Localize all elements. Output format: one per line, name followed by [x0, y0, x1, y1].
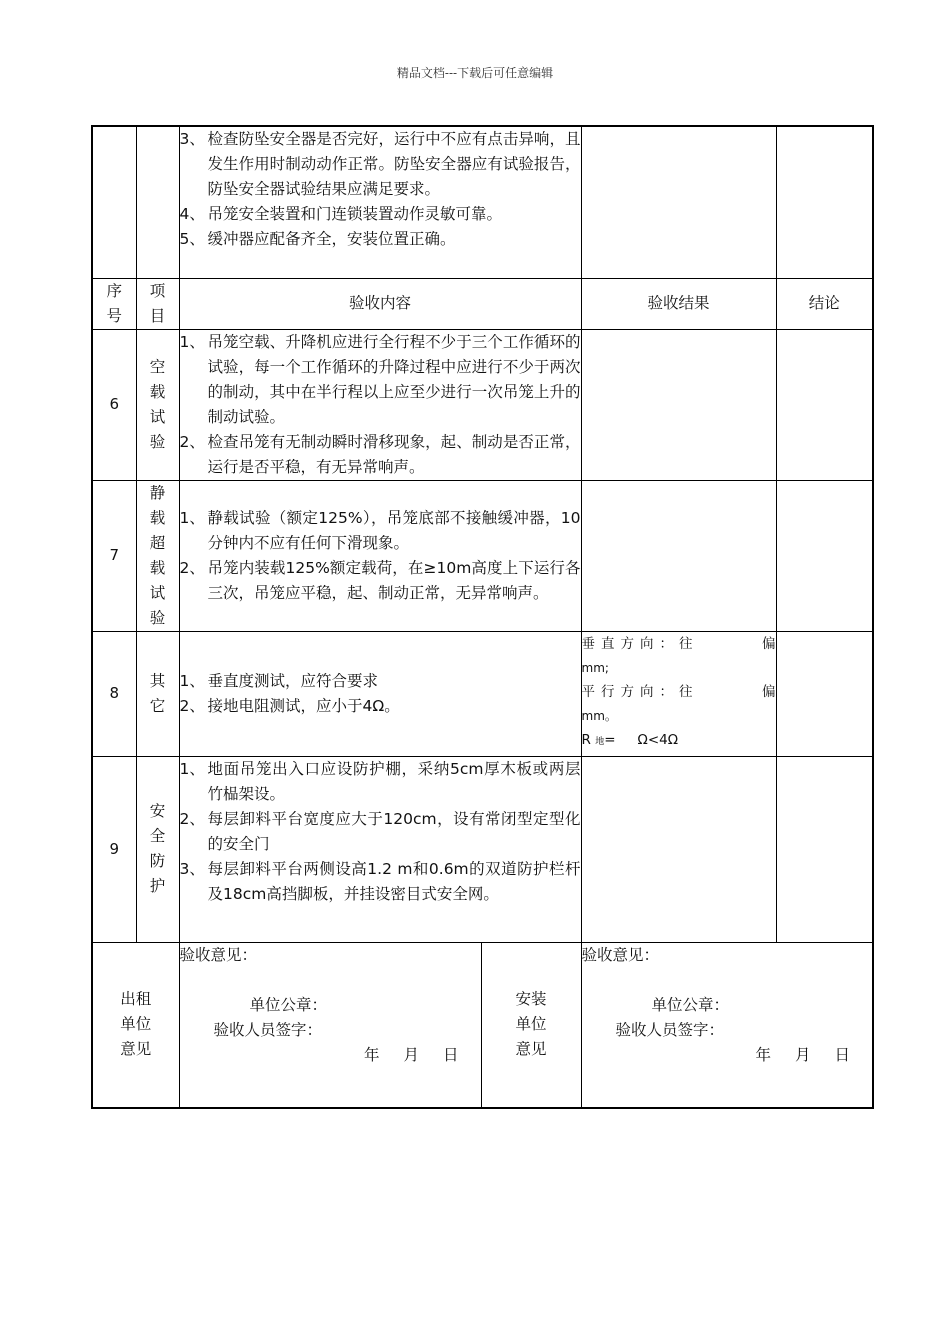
result-cell — [581, 329, 776, 480]
result-cell — [581, 480, 776, 631]
conclusion-cell — [776, 329, 873, 480]
header-seq: 序 号 — [92, 278, 136, 329]
content-cell — [179, 126, 581, 278]
opinion-label: 验收意见： — [179, 945, 258, 964]
list-item: 4、 吊笼安全装置和门连锁装置动作灵敏可靠。 — [179, 205, 503, 223]
list-item: 2、 每层卸料平台宽度应大于120cm，设有常闭型定型化的安全门 — [179, 809, 581, 853]
content-cell — [179, 480, 581, 631]
list-item: 1、 静载试验（额定125%），吊笼底部不接触缓冲器，10分钟内不应有任何下滑现象。 — [179, 508, 581, 552]
table-row — [92, 631, 873, 756]
table-row — [92, 756, 873, 942]
item-cell: 其 它 — [136, 631, 179, 756]
lessor-opinion-cell — [179, 942, 481, 1108]
seq-cell: 7 — [92, 480, 136, 631]
list-item: 3、 每层卸料平台两侧设高1.2 m和0.6m的双道防护栏杆及18cm高挡脚板，并挂设密目式安全网。 — [179, 859, 581, 903]
item-cell: 安 全 防 护 — [136, 756, 179, 942]
list-item: 1、 地面吊笼出入口应设防护棚，采纳5cm厚木板或两层竹榀架设。 — [179, 759, 581, 803]
installer-opinion-label: 安装 单位 意见 — [481, 942, 581, 1108]
vertical-unit: mm; — [581, 660, 609, 675]
signature-label: 验收人员签字： — [615, 1020, 725, 1039]
content-cell — [179, 631, 581, 756]
list-item: 1、 垂直度测试，应符合要求 — [179, 671, 379, 690]
horizontal-measure: 平行方向：往 偏 — [581, 683, 776, 700]
header-result: 验收结果 — [581, 278, 776, 329]
header-conclusion: 结论 — [776, 278, 873, 329]
item-cell: 静 载 超 载 试 验 — [136, 480, 179, 631]
date-label: 年 月 日 — [363, 1045, 459, 1064]
measurement-result-cell — [581, 631, 776, 756]
installer-opinion-cell — [581, 942, 873, 1108]
vertical-measure: 垂直方向：往 偏 — [581, 635, 776, 652]
header-item: 项 目 — [136, 278, 179, 329]
list-item: 2、 吊笼内装载125%额定载荷，在≥10m高度上下运行各三次，吊笼应平稳，起、制动正常，无异常响声。 — [179, 558, 581, 602]
list-item: 1、 吊笼空载、升降机应进行全行程不少于三个工作循环的试验，每一个工作循环的升降过程中应进行不少于两次的制动，其中在半行程以上应至少进行一次吊笼上升的制动试验。 — [179, 332, 581, 426]
seal-label: 单位公章： — [651, 995, 730, 1014]
signature-label: 验收人员签字： — [213, 1020, 323, 1039]
conclusion-cell — [776, 126, 873, 278]
table-row-continuation — [92, 126, 873, 278]
conclusion-cell — [776, 756, 873, 942]
table-header-row — [92, 278, 873, 329]
opinion-label: 验收意见： — [581, 945, 660, 964]
page-header: 精品文档---下载后可任意编辑 — [396, 66, 554, 80]
conclusion-cell — [776, 631, 873, 756]
horizontal-unit: mm。 — [581, 708, 617, 723]
list-item: 5、 缓冲器应配备齐全，安装位置正确。 — [179, 230, 456, 248]
table-row — [92, 480, 873, 631]
seq-cell-empty — [92, 126, 136, 278]
conclusion-cell — [776, 480, 873, 631]
date-label: 年 月 日 — [755, 1045, 851, 1064]
list-item: 2、 接地电阻测试，应小于4Ω。 — [179, 696, 400, 715]
table-row — [92, 329, 873, 480]
ground-resistance: R 地= Ω<4Ω — [581, 731, 679, 748]
result-cell — [581, 756, 776, 942]
item-cell: 空 载 试 验 — [136, 329, 179, 480]
content-cell — [179, 756, 581, 942]
lessor-opinion-label: 出租 单位 意见 — [92, 942, 179, 1108]
seq-cell: 9 — [92, 756, 136, 942]
item-cell-empty — [136, 126, 179, 278]
content-cell — [179, 329, 581, 480]
header-content: 验收内容 — [179, 278, 581, 329]
acceptance-table — [91, 125, 874, 1109]
list-item: 3、 检查防坠安全器是否完好，运行中不应有点击异响，且发生作用时制动动作正常。防坠安全器应有试验报告，防坠安全器试验结果应满足要求。 — [179, 130, 581, 198]
list-item: 2、 检查吊笼有无制动瞬时滑移现象，起、制动是否正常，运行是否平稳，有无异常响声。 — [179, 432, 581, 476]
result-cell — [581, 126, 776, 278]
seq-cell: 8 — [92, 631, 136, 756]
seq-cell: 6 — [92, 329, 136, 480]
opinion-row — [92, 942, 873, 1108]
seal-label: 单位公章： — [249, 995, 328, 1014]
